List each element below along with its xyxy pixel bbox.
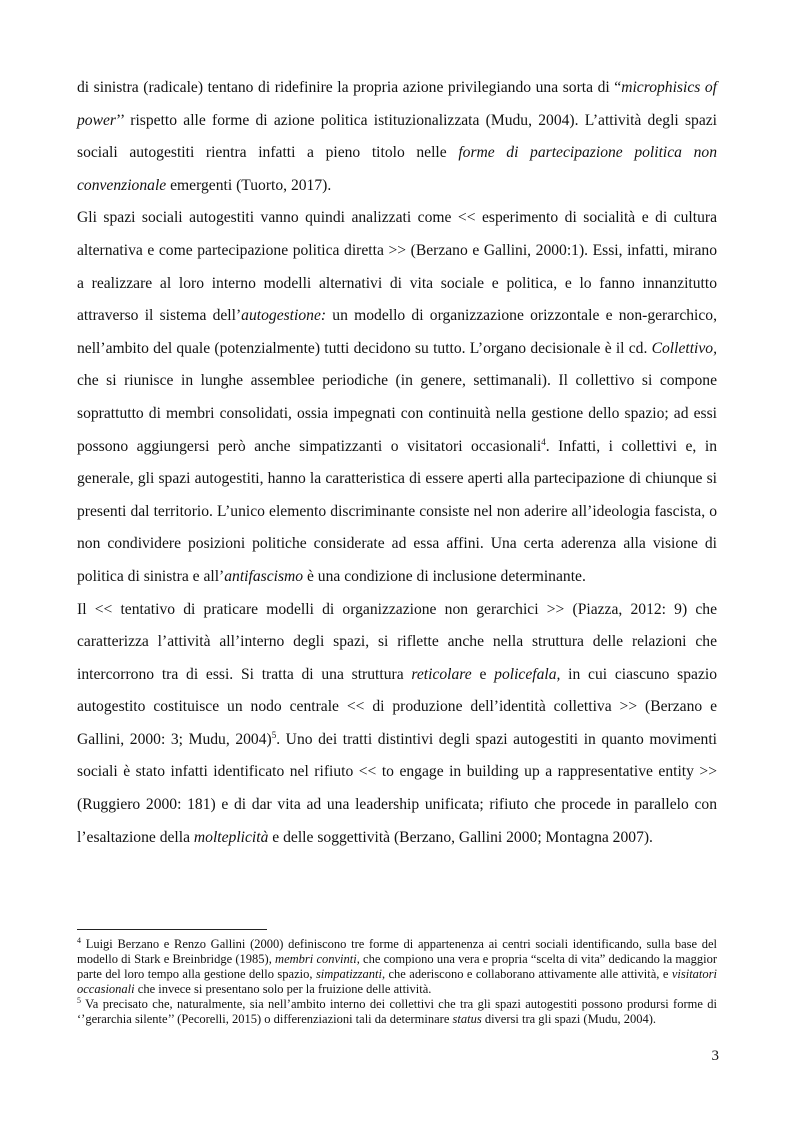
footnote-marker: 4 — [541, 436, 546, 447]
footnote-marker: 5 — [271, 729, 277, 740]
footnote-marker: 4 — [77, 935, 81, 945]
text-run: Gli spazi sociali autogestiti vanno quindi analizzati come << esperimento di socialità e di cultura alternativa e come partecipazione politica diretta >> (Berzano e Gallini, 2000:1). Essi, infatti, mirano a realizzare al loro interno modelli alternativi di vita sociale e politica, e lo fanno innanzitutto attraverso il sistema dell’ — [77, 209, 717, 325]
text-run: , che compiono una vera e propria “scelta di vita” dedicando la maggior parte del loro tempo alla gestione dello spazio, — [77, 952, 717, 981]
body-text — [77, 72, 717, 854]
text-run: , che aderiscono e collaborano attivamente alle attività, e — [381, 967, 672, 981]
italic-text: membri convinti — [275, 952, 357, 966]
text-run: un modello di organizzazione orizzontale e non-gerarchico, nell’ambito del quale (potenzialmente) tutti decidono su tutto. L’organo decisionale è il cd. — [77, 307, 718, 357]
italic-text: visitatori occasionali — [77, 967, 717, 996]
text-run: Luigi Berzano e Renzo Gallini (2000) definiscono tre forme di appartenenza ai centri sociali identificando, sulla base del modello di Stark e Breinbridge (1985), — [77, 937, 717, 966]
footnotes — [77, 937, 717, 1027]
text-run: è una condizione di inclusione determinante. — [303, 567, 586, 585]
text-run: di sinistra (radicale) tentano di ridefinire la propria azione privilegiando una sorta di “ — [77, 79, 622, 96]
text-run: . Infatti, i collettivi e, in generale, gli spazi autogestiti, hanno la caratteristica di essere aperti alla partecipazione di chiunque si presenti dal territorio. L’unico elemento discriminante consiste nel non aderire all’ideologia fascista, o non condividere posizioni politiche considerate ad essa affini. Una certa aderenza alla visione di politica di sinistra e all’ — [77, 437, 717, 585]
page-number: 3 — [711, 1048, 719, 1064]
italic-text: autogestione: — [241, 307, 327, 325]
italic-text: molteplicità — [193, 828, 269, 846]
italic-text: antifascismo — [224, 567, 304, 585]
text-run: . Uno dei tratti distintivi degli spazi autogestiti in quanto movimenti sociali è stato infatti identificato nel rifiuto << to engage in building up a rappresentative entity >> (Ruggiero 2000: 181) e di dar vita ad una leadership unificata; rifiuto che procede in parallelo con l’esaltazione della — [77, 730, 717, 846]
italic-text: microphisics of power — [77, 79, 717, 129]
italic-text: reticolare — [411, 665, 472, 683]
text-run: che si riunisce in lunghe assemblee periodiche (in genere, settimanali). Il collettivo si compone soprattutto di membri consolidati, ossia impegnati con continuità nella gestione dello spazio; ad essi possono aggiungersi però anche simpatizzanti o visitatori occasionali — [77, 372, 717, 455]
text-run: emergenti (Tuorto, 2017). — [166, 176, 332, 194]
italic-text: status — [452, 1012, 482, 1026]
text-run: e — [471, 665, 495, 683]
footnote — [77, 937, 717, 997]
italic-text: forme di partecipazione politica non convenzionale — [77, 144, 717, 194]
text-run: Il << tentativo di praticare modelli di organizzazione non gerarchici >> (Piazza, 2012: 9) che caratterizza l’attività all’interno degli spazi, si riflette anche nella struttura delle relazioni che intercorrono tra di essi. Si tratta di una struttura — [77, 600, 717, 683]
text-run: in cui ciascuno spazio autogestito costituisce un nodo centrale << di produzione dell’identità collettiva >> (Berzano e Gallini, 2000: 3; Mudu, 2004) — [77, 665, 718, 748]
paragraph — [77, 72, 717, 202]
text-run: e delle soggettività (Berzano, Gallini 2000; Montagna 2007). — [268, 828, 653, 846]
footnote-separator — [77, 929, 267, 930]
italic-text: simpatizzanti — [315, 967, 382, 981]
text-run: Va precisato che, naturalmente, sia nell’ambito interno dei collettivi che tra gli spazi autogestiti possono prodursi forme di ‘’gerarchia silente’’ (Pecorelli, 2015) o differenziazioni tali da determinare — [77, 997, 717, 1026]
footnote-marker: 5 — [77, 995, 81, 1005]
paragraph — [77, 202, 717, 593]
italic-text: Collettivo, — [651, 339, 717, 357]
text-run: che invece si presentano solo per la fruizione delle attività. — [134, 982, 432, 996]
text-run: ’’ rispetto alle forme di azione politica istituzionalizzata (Mudu, 2004). L’attività degli spazi sociali autogestiti rientra infatti a pieno titolo nelle — [77, 111, 717, 162]
paragraph — [77, 594, 717, 855]
footnote — [77, 997, 717, 1027]
text-run: diversi tra gli spazi (Mudu, 2004). — [481, 1012, 656, 1026]
italic-text: policefala, — [494, 665, 561, 683]
